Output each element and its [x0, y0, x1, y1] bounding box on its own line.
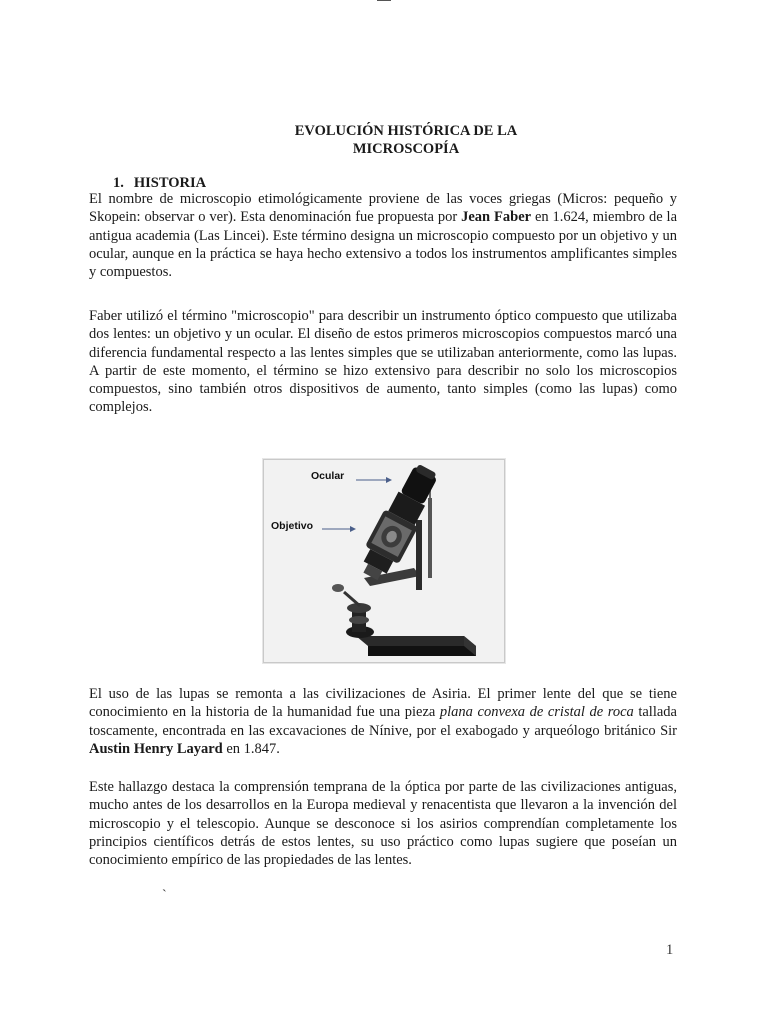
paragraph-3-italic-term: plana convexa de cristal de roca	[439, 704, 634, 721]
paragraph-3-text-b: tallada toscamente, encontrada en las excavaciones de Nínive, por el exabogado y arqueólogo británico Sir	[89, 704, 677, 739]
paragraph-2: Faber utilizó el término "microscopio" para describir un instrumento óptico compuesto que utilizaba dos lentes: un objetivo y un ocular. El diseño de estos primeros microscopios compuestos marcó una diferencia fundamental respecto a las lentes simples que se utilizaban anteriormente, como las lupas. A partir de este momento, el término se hizo extensivo para describir no solo los microscopios compuestos, sino también otros dispositivos de aumento, tanto simples (como las lupas) como complejos.	[89, 308, 677, 416]
stray-mark: `	[162, 888, 167, 903]
paragraph-3-text-c: en 1.847.	[222, 740, 280, 757]
document-title	[0, 122, 768, 158]
microscope-figure	[263, 459, 505, 663]
page-number: 1	[666, 942, 674, 958]
paragraph-3	[89, 685, 677, 758]
figure-label-ocular: Ocular	[311, 470, 345, 482]
top-edge-mark	[377, 0, 391, 1]
section-number: 1.	[113, 175, 124, 191]
section-title: HISTORIA	[133, 175, 207, 191]
title-line-1: EVOLUCIÓN HISTÓRICA DE LA	[294, 123, 518, 139]
figure-label-objetivo: Objetivo	[271, 520, 314, 532]
microscope-illustration	[264, 460, 504, 662]
paragraph-1	[89, 190, 677, 281]
paragraph-3-bold-name: Austin Henry Layard	[89, 740, 223, 757]
paragraph-4: Este hallazgo destaca la comprensión temprana de la óptica por parte de las civilizaciones antiguas, mucho antes de los desarrollos en la Europa medieval y renacentista que llevaron a la invención del microscopio y el telescopio. Aunque se desconoce si los asirios comprendían completamente los principios científicos detrás de estos lentes, su uso práctico como lupas sugiere que poseían un conocimiento empírico de las propiedades de las lentes.	[89, 779, 677, 869]
title-line-2: MICROSCOPÍA	[352, 141, 460, 157]
paragraph-3-text-a: El uso de las lupas se remonta a las civilizaciones de Asiria. El primer lente del que se tiene conocimiento en la historia de la humanidad fue una pieza	[89, 686, 677, 721]
paragraph-1-text-b: en 1.624, miembro de la antigua academia (Las Lincei). Este término designa un microscopio compuesto por un objetivo y un ocular, aunque en la práctica se haya hecho extensivo a todos los instrumentos amplificantes simples y compuestos.	[89, 209, 678, 281]
paragraph-1-bold-name: Jean Faber	[461, 209, 532, 226]
paragraph-1-text-a: El nombre de microscopio etimológicamente proviene de las voces griegas (Micros: pequeño y Skopein: observar o ver). Esta denominación fue propuesta por	[89, 191, 677, 226]
